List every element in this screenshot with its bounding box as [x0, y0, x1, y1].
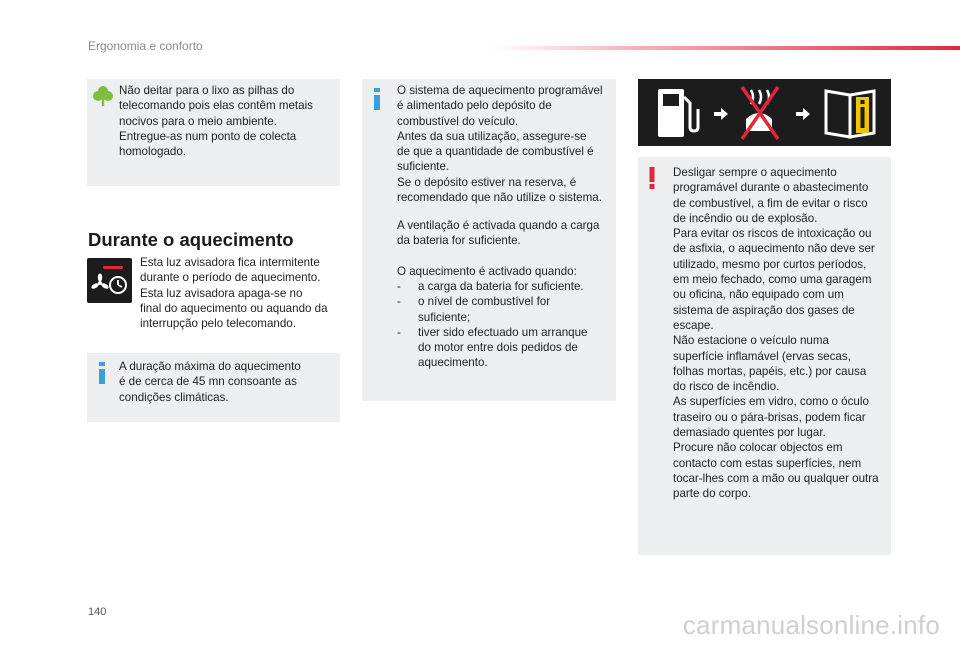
arrow-right-icon	[796, 108, 810, 120]
arrow-right-icon	[714, 108, 728, 120]
leaf-icon	[93, 85, 113, 107]
heating-indicator-icon	[87, 258, 132, 303]
indicator-description: Esta luz avisadora fica intermitente durante o período de aquecimento. Esta luz avisadora apaga-se no final do aquecimento ou aquando da interrupção pelo telecomando.	[140, 256, 328, 331]
info-icon	[372, 88, 382, 110]
section-heading: Durante o aquecimento	[88, 229, 294, 250]
activation-conditions-list	[397, 279, 612, 371]
duration-note-box	[87, 353, 340, 422]
info-paragraph-activation-intro: O aquecimento é activado quando:	[397, 265, 577, 278]
header-accent-line	[490, 46, 960, 50]
info-paragraph-fuel: O sistema de aquecimento programável é alimentado pelo depósito de combustível do veículo. Antes da sua utilização, assegure-se de que a quantidade de combustível é suficiente. Se o depósito estiver na reserva, é recomendado que não utilize o sistema.	[397, 84, 603, 205]
info-icon	[97, 362, 107, 384]
page-number: 140	[88, 606, 107, 618]
duration-note-text: A duração máxima do aquecimento é de cerca de 45 mn consoante as condições climáticas.	[119, 360, 301, 404]
warning-box	[638, 157, 891, 555]
fuel-pump-icon	[658, 89, 698, 137]
page-header-title: Ergonomia e conforto	[88, 39, 203, 53]
manual-book-icon	[826, 91, 874, 137]
heating-prohibited-icon	[742, 87, 778, 139]
safety-pictogram-bar	[638, 79, 891, 146]
list-item: - tiver sido efectuado um arranque do motor entre dois pedidos de aquecimento.	[397, 325, 612, 371]
list-item: - o nível de combustível for suficiente;	[397, 294, 612, 325]
watermark: carmanualsonline.info	[682, 610, 940, 640]
warning-exclamation-icon	[648, 167, 656, 189]
eco-note-box	[87, 79, 340, 186]
info-paragraph-ventilation: A ventilação é activada quando a carga da bateria for suficiente.	[397, 219, 600, 248]
list-item: - a carga da bateria for suficiente.	[397, 279, 612, 294]
eco-note-text: Não deitar para o lixo as pilhas do telecomando pois elas contêm metais nocivos para o meio ambiente. Entregue-as num ponto de colecta homologado.	[119, 84, 313, 159]
warning-text: Desligar sempre o aquecimento programável durante o abastecimento de combustível, a fim de evitar o risco de incêndio ou de explosão. Para evitar os riscos de intoxicação ou de asfixia, o aquecimento não deve ser utilizado, mesmo por curtos períodos, em meio fechado, como uma garagem ou oficina, não equipado com um sistema de aspiração dos gases de escape. Não estacione o veículo numa superfície inflamável (ervas secas, folhas mortas, papéis, etc.) por causa do risco de incêndio. As superfícies em vidro, como o óculo traseiro ou o pára-brisas, podem ficar demasiado quentes por lugar. Procure não colocar objectos em contacto com estas superfícies, nem tocar-lhes com a mão ou qualquer outra parte do corpo.	[673, 166, 879, 501]
info-box-middle	[362, 79, 616, 401]
